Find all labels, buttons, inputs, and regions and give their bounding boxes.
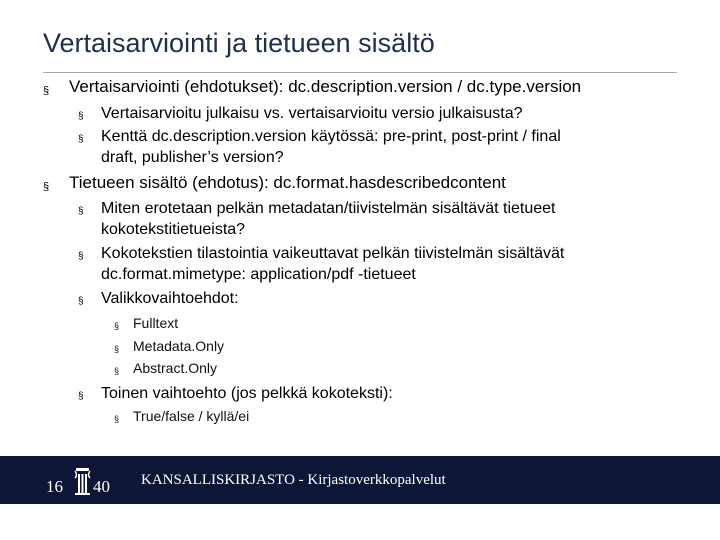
bullet-icon: § bbox=[78, 391, 84, 402]
list-item bbox=[114, 407, 250, 425]
bullet-icon: § bbox=[78, 296, 84, 307]
bullet-text: kokotekstitietueista? bbox=[101, 221, 246, 238]
list-item bbox=[78, 104, 523, 123]
list-item bbox=[78, 244, 565, 263]
list-item bbox=[114, 337, 225, 355]
list-item bbox=[43, 172, 506, 194]
bullet-text: Miten erotetaan pelkän metadatan/tiivistelmän sisältävät tietueet bbox=[101, 200, 556, 217]
national-library-logo-icon bbox=[42, 462, 122, 498]
bullet-icon: § bbox=[114, 366, 120, 376]
bullet-text: Toinen vaihtoehto (jos pelkkä kokoteksti): bbox=[101, 385, 393, 402]
list-item-continuation bbox=[101, 148, 284, 167]
logo-year-left: 16 bbox=[46, 477, 63, 496]
footer-text: KANSALLISKIRJASTO - Kirjastoverkkopalvelut bbox=[141, 472, 446, 488]
bullet-text: Abstract.Only bbox=[133, 360, 218, 376]
bullet-icon: § bbox=[114, 414, 120, 424]
slide-title: Vertaisarviointi ja tietueen sisältö bbox=[43, 28, 435, 58]
bullet-text: Metadata.Only bbox=[133, 338, 225, 354]
bullet-text: True/false / kyllä/ei bbox=[133, 408, 250, 424]
bullet-text: Vertaisarvioitu julkaisu vs. vertaisarvioitu versio julkaisusta? bbox=[101, 105, 523, 122]
list-item-continuation bbox=[101, 265, 416, 284]
list-item bbox=[43, 76, 582, 98]
bullet-icon: § bbox=[43, 85, 50, 97]
list-item bbox=[114, 359, 218, 377]
bullet-text: Kenttä dc.description.version käytössä: pre-print, post-print / final bbox=[101, 128, 561, 145]
list-item bbox=[78, 199, 556, 218]
logo-year-right: 40 bbox=[93, 477, 110, 496]
bullet-text: dc.format.mimetype: application/pdf -tietueet bbox=[101, 266, 416, 283]
list-item bbox=[78, 384, 393, 403]
list-item bbox=[78, 127, 561, 146]
bullet-text: Kokotekstien tilastointia vaikeuttavat pelkän tiivistelmän sisältävät bbox=[101, 245, 565, 262]
bullet-text: Vertaisarviointi (ehdotukset): dc.description.version / dc.type.version bbox=[69, 77, 582, 96]
bullet-icon: § bbox=[114, 321, 120, 331]
bullet-icon: § bbox=[43, 181, 50, 193]
footer-bar bbox=[0, 456, 720, 504]
bullet-text: Tietueen sisältö (ehdotus): dc.format.hasdescribedcontent bbox=[69, 173, 506, 192]
list-item bbox=[114, 314, 179, 332]
bullet-text: Valikkovaihtoehdot: bbox=[101, 290, 239, 307]
bullet-icon: § bbox=[78, 111, 84, 122]
bullet-text: draft, publisher’s version? bbox=[101, 149, 284, 166]
bullet-icon: § bbox=[78, 206, 84, 217]
bullet-icon: § bbox=[114, 344, 120, 354]
list-item-continuation bbox=[101, 220, 245, 239]
bullet-text: Fulltext bbox=[133, 315, 179, 331]
bullet-icon: § bbox=[78, 251, 84, 262]
list-item bbox=[78, 289, 239, 308]
bullet-icon: § bbox=[78, 134, 84, 145]
